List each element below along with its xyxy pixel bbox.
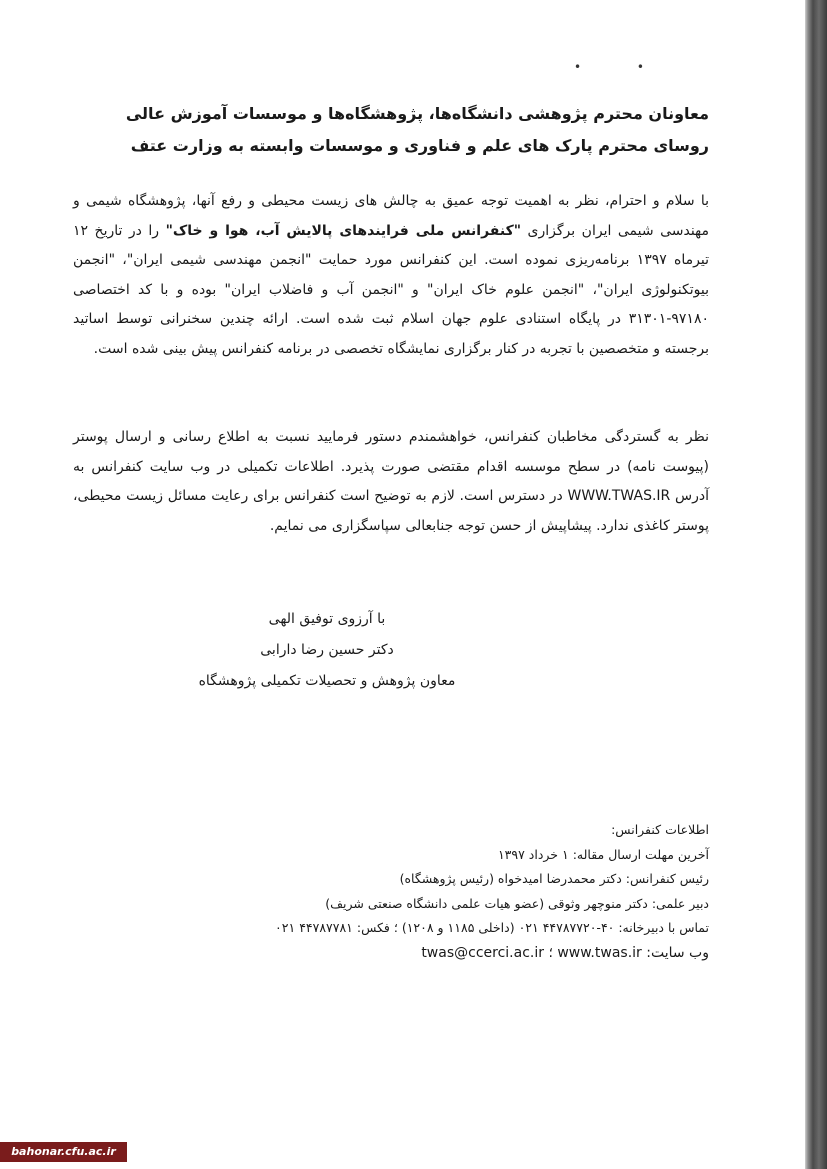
info-website <box>109 941 709 966</box>
recipient-line-2: روسای محترم پارک های علم و فناوری و موسسات وابسته به وزارت عتف <box>130 136 709 155</box>
recipients-block <box>89 98 709 162</box>
website-address: WWW.TWAS.IR <box>567 488 671 504</box>
info-secretary: دبیر علمی: دکتر منوچهر وثوقی (عضو هیات علمی دانشگاه صنعتی شریف) <box>325 895 709 911</box>
info-website-label: وب سایت: <box>641 944 709 961</box>
conference-name: "کنفرانس ملی فرایندهای پالایش آب، هوا و خاک" <box>165 222 522 239</box>
signature-name: دکتر حسین رضا دارابی <box>260 642 394 658</box>
paragraph2-part2: در دسترس است. لازم به توضیح است کنفرانس برای رعایت مسائل زیست محیطی، پوستر کاغذی ندارد. پیشاپیش از حسن توجه جنابعالی سپاسگزاری می نمایم. <box>73 488 709 534</box>
paragraph2-part1: نظر به گستردگی مخاطبان کنفرانس، خواهشمندم دستور فرمایید نسبت به اطلاع رسانی و ارسال پوستر (پیوست نامه) در سطح موسسه اقدام مقتضی صورت پذیرد. اطلاعات تکمیلی در وب سایت کنفرانس به آدرس <box>73 429 709 504</box>
recipient-line-1: معاونان محترم پژوهشی دانشگاه‌ها، پژوهشگاه‌ها و موسسات آموزش عالی <box>125 104 709 123</box>
signature-block <box>167 604 487 697</box>
signature-position: معاون پژوهش و تحصیلات تکمیلی پژوهشگاه <box>198 673 456 689</box>
info-website-value: www.twas.ir ؛ twas@ccerci.ac.ir <box>421 944 642 961</box>
info-heading: اطلاعات کنفرانس: <box>611 822 709 837</box>
paragraph1-details: را در تاریخ ۱۲ تیرماه ۱۳۹۷ برنامه‌ریزی نموده است. این کنفرانس مورد حمایت "انجمن مهندسی شیمی ایران"، "انجمن بیوتکنولوژی ایران"، "انجمن علوم خاک ایران" و "انجمن آب و فاضلاب ایران" بوده و با کد اختصاصی ۹۷۱۸۰-۳۱۳۰۱ در پایگاه استنادی علوم جهان اسلام ثبت شده است. ارائه چندین سخنرانی توسط اساتید برجسته و متخصصین با تجربه در کنار برگزاری نمایشگاه تخصصی در برنامه کنفرانس پیش بینی شده است. <box>73 222 710 357</box>
body-paragraph-2 <box>73 423 709 541</box>
body-paragraph-1 <box>73 187 709 364</box>
signature-closing: با آرزوی توفیق الهی <box>268 611 386 627</box>
scan-edge-shadow <box>805 0 827 1169</box>
conference-info <box>109 818 709 965</box>
info-deadline: آخرین مهلت ارسال مقاله: ۱ خرداد ۱۳۹۷ <box>497 846 709 862</box>
info-contact: تماس با دبیرخانه: ۴۰-۴۴۷۸۷۷۲۰ ۰۲۱ (داخلی ۱۱۸۵ و ۱۲۰۸) ؛ فکس: ۴۴۷۸۷۷۸۱ ۰۲۱ <box>275 920 709 935</box>
info-chair: رئیس کنفرانس: دکتر محمدرضا امیدخواه (رئیس پژوهشگاه) <box>399 871 709 886</box>
scan-dots: • • <box>574 60 670 74</box>
watermark-link[interactable]: bahonar.cfu.ac.ir <box>0 1142 127 1162</box>
paragraph1-intro: با سلام و احترام، نظر به اهمیت توجه عمیق به چالش های زیست محیطی و رفع آنها، پژوهشگاه شیمی و مهندسی شیمی ایران برگزاری <box>73 193 709 239</box>
